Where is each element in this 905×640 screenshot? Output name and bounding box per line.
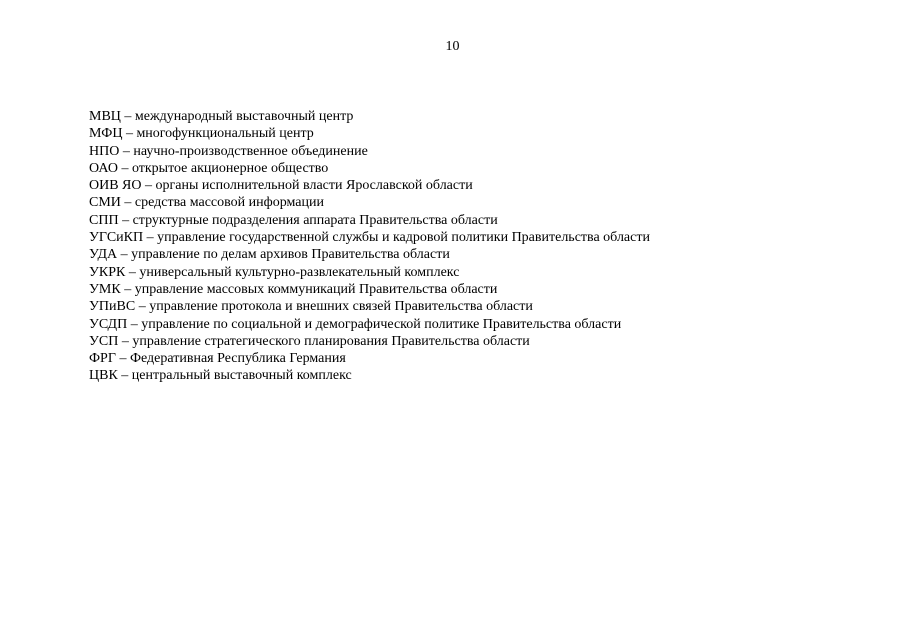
abbreviation-definition: международный выставочный центр xyxy=(134,109,354,124)
abbreviation-term: УСДП xyxy=(89,316,128,332)
abbreviation-definition: управление государственной службы и кадровой политики Правительства области xyxy=(157,230,650,246)
abbreviation-term: УСП xyxy=(89,333,119,349)
abbreviation-term: СМИ xyxy=(89,195,121,211)
abbreviation-separator: – xyxy=(120,109,135,124)
abbreviation-entry xyxy=(89,194,650,211)
abbreviation-term: ФРГ xyxy=(89,351,116,367)
abbreviation-term: НПО xyxy=(89,143,120,159)
abbreviation-entry xyxy=(89,316,650,333)
abbreviation-separator: – xyxy=(120,281,135,297)
abbreviation-entry xyxy=(89,108,650,125)
abbreviation-separator: – xyxy=(135,299,150,315)
abbreviation-entry xyxy=(89,281,650,298)
abbreviation-separator: – xyxy=(143,230,158,246)
abbreviation-entry xyxy=(89,229,650,246)
abbreviation-entry xyxy=(89,298,650,315)
abbreviation-term: УКРК xyxy=(89,264,126,280)
abbreviation-term: ЦВК xyxy=(89,368,118,384)
abbreviation-entry xyxy=(89,367,650,384)
abbreviation-entry xyxy=(89,160,650,177)
abbreviation-entry xyxy=(89,212,650,229)
abbreviation-definition: управление протокола и внешних связей Правительства области xyxy=(149,299,533,315)
abbreviation-term: МВЦ xyxy=(89,109,121,124)
abbreviation-term: ОАО xyxy=(89,160,118,176)
abbreviation-entry xyxy=(89,333,650,350)
abbreviation-definition: научно-производственное объединение xyxy=(133,143,368,159)
abbreviation-definition: средства массовой информации xyxy=(134,195,324,211)
abbreviation-definition: управление по социальной и демографической политике Правительства области xyxy=(141,316,622,332)
abbreviation-term: УПиВС xyxy=(89,299,136,315)
abbreviation-term: УМК xyxy=(89,281,121,297)
abbreviation-definition: структурные подразделения аппарата Правительства области xyxy=(132,212,498,228)
abbreviation-definition: многофункциональный центр xyxy=(136,126,314,142)
abbreviation-separator: – xyxy=(125,264,140,280)
abbreviation-separator: – xyxy=(117,368,132,384)
abbreviation-term: ОИВ ЯО xyxy=(89,178,142,194)
abbreviation-separator: – xyxy=(117,160,132,176)
abbreviation-separator: – xyxy=(122,126,137,142)
abbreviation-entry xyxy=(89,350,650,367)
abbreviations-list xyxy=(89,108,650,385)
abbreviation-separator: – xyxy=(115,351,130,367)
abbreviation-separator: – xyxy=(118,333,133,349)
abbreviation-term: УГСиКП xyxy=(89,230,144,246)
abbreviation-separator: – xyxy=(118,212,133,228)
abbreviation-definition: универсальный культурно-развлекательный комплекс xyxy=(139,264,460,280)
abbreviation-entry xyxy=(89,143,650,160)
abbreviation-term: МФЦ xyxy=(89,126,123,142)
abbreviation-separator: – xyxy=(119,143,134,159)
abbreviation-definition: управление стратегического планирования Правительства области xyxy=(132,333,530,349)
abbreviation-entry xyxy=(89,125,650,142)
abbreviation-separator: – xyxy=(120,195,135,211)
abbreviation-definition: центральный выставочный комплекс xyxy=(131,368,352,384)
abbreviation-separator: – xyxy=(117,247,132,263)
abbreviation-entry xyxy=(89,264,650,281)
abbreviation-definition: управление массовых коммуникаций Правительства области xyxy=(134,281,498,297)
abbreviation-entry xyxy=(89,246,650,263)
abbreviation-separator: – xyxy=(127,316,142,332)
abbreviation-definition: открытое акционерное общество xyxy=(131,160,329,176)
page-number: 10 xyxy=(445,39,460,54)
abbreviation-entry xyxy=(89,177,650,194)
abbreviation-definition: органы исполнительной власти Ярославской области xyxy=(155,178,473,194)
abbreviation-term: УДА xyxy=(89,247,118,263)
abbreviation-separator: – xyxy=(141,178,156,194)
abbreviation-definition: управление по делам архивов Правительства области xyxy=(131,247,450,263)
abbreviation-term: СПП xyxy=(89,212,119,228)
abbreviation-definition: Федеративная Республика Германия xyxy=(129,351,346,367)
